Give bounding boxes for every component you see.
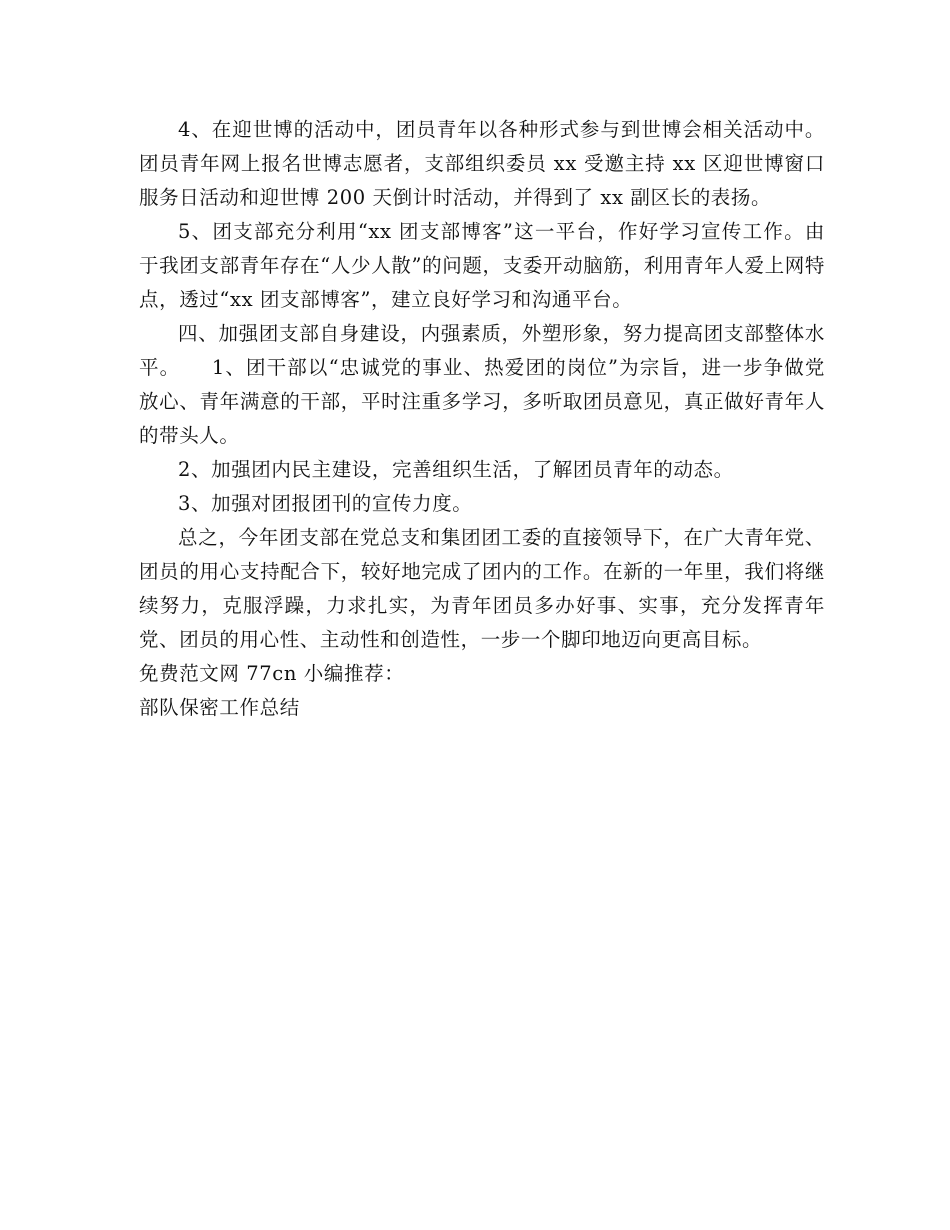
paragraph-democracy: 2、加强团内民主建设，完善组织生活，了解团员青年的动态。 — [178, 458, 734, 481]
recommend-link[interactable]: 部队保密工作总结 — [139, 696, 300, 719]
paragraph-summary: 总之，今年团支部在党总支和集团团工委的直接领导下，在广大青年党、团员的用心支持配合下，较好地完成了团内的工作。在新的一年里，我们将继续努力，克服浮躁，力求扎实，为青年团员多办好事、实事，充分发挥青年党、团员的用心性、主动性和创造性，一步一个脚印地迈向更高目标。 — [139, 526, 825, 651]
paragraph-world-expo: 4、在迎世博的活动中，团员青年以各种形式参与到世博会相关活动中。团员青年网上报名世博志愿者，支部组织委员 xx 受邀主持 xx 区迎世博窗口服务日活动和迎世博 200 天倒计时活动，并得到了 xx 副区长的表扬。 — [139, 118, 825, 209]
paragraph-self-building: 四、加强团支部自身建设，内强素质，外塑形象，努力提高团支部整体水平。 1、团干部以“忠诚党的事业、热爱团的岗位”为宗旨，进一步争做党放心、青年满意的干部，平时注重多学习，多听取团员意见，真正做好青年人的带头人。 — [139, 322, 825, 447]
paragraph-blog: 5、团支部充分利用“xx 团支部博客”这一平台，作好学习宣传工作。由于我团支部青年存在“人少人散”的问题，支委开动脑筋，利用青年人爱上网特点，透过“xx 团支部博客”，建立良好学习和沟通平台。 — [139, 220, 825, 311]
recommend-label: 免费范文网 77cn 小编推荐： — [139, 662, 405, 685]
document-body — [139, 113, 825, 725]
paragraph-publicity: 3、加强对团报团刊的宣传力度。 — [178, 492, 473, 515]
